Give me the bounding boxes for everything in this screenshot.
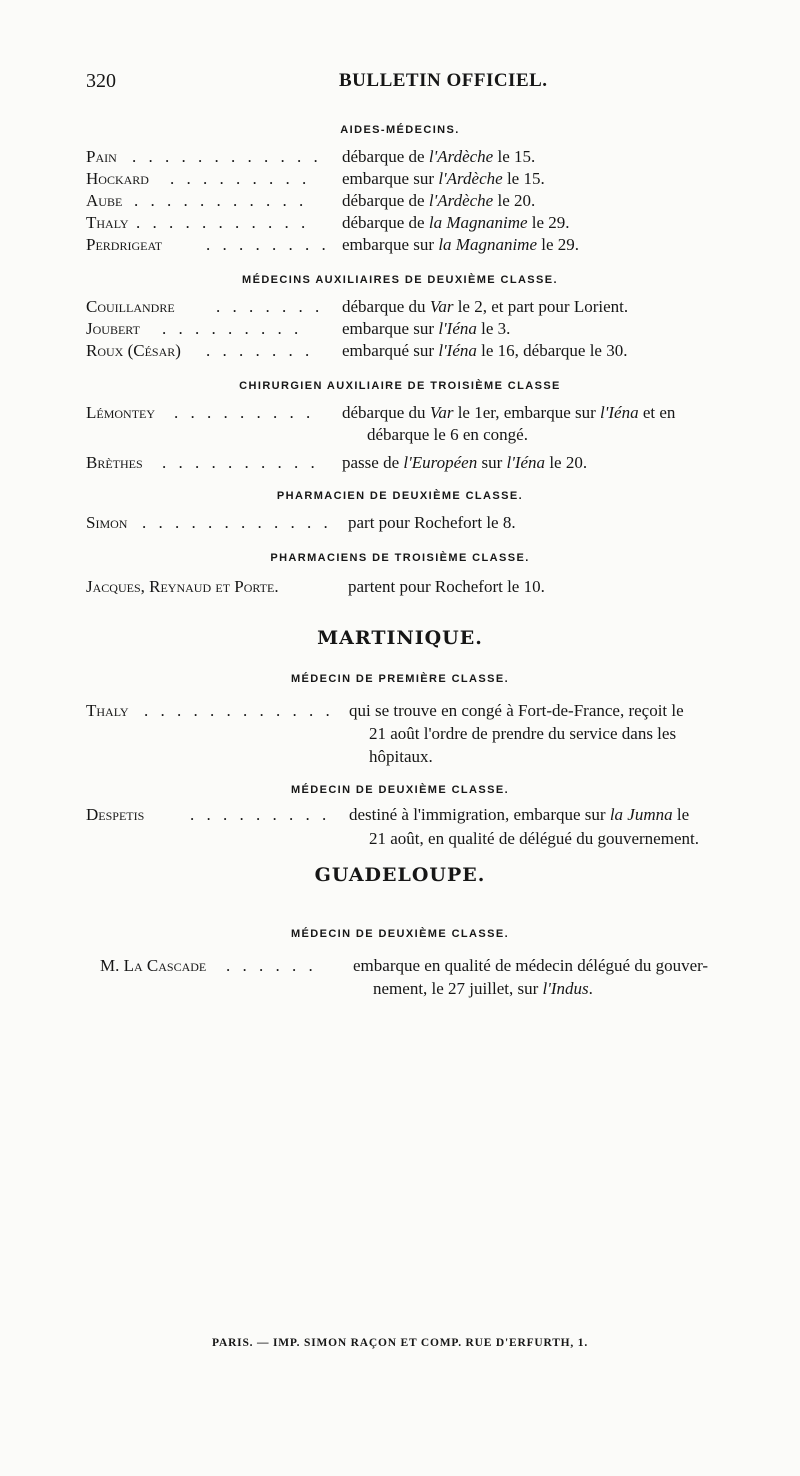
page-header bbox=[86, 70, 726, 100]
leader-dots: . . . . . . bbox=[226, 956, 317, 975]
entry-name: Thaly bbox=[86, 213, 129, 232]
section-medecin-deuxieme-martinique: MÉDECIN DE DEUXIÈME CLASSE. bbox=[290, 784, 510, 796]
entry-name: M. La Cascade bbox=[100, 956, 207, 975]
leader-dots: . . . . . . . bbox=[206, 341, 314, 360]
leader-dots: . . . . . . . . . bbox=[190, 805, 331, 824]
leader-dots: . . . . . . . . . . . bbox=[134, 191, 308, 210]
entry-text: part pour Rochefort le 8. bbox=[348, 513, 516, 532]
entry-name: Roux (César) bbox=[86, 341, 181, 360]
entry-text: partent pour Rochefort le 10. bbox=[348, 577, 545, 596]
leader-dots: . . . . . . . . . . . . bbox=[132, 147, 322, 166]
entry-name: Thaly bbox=[86, 701, 129, 720]
section-medecin-premiere: MÉDECIN DE PREMIÈRE CLASSE. bbox=[290, 673, 510, 685]
section-pharmacien-2: PHARMACIEN DE DEUXIÈME CLASSE. bbox=[276, 490, 524, 502]
entry-text: débarque du Var le 2, et part pour Lorient. bbox=[342, 297, 629, 316]
entry-text: débarque de l'Ardèche le 20. bbox=[342, 191, 536, 210]
entry-text-continued: débarque le 6 en congé. bbox=[367, 425, 528, 444]
section-medecins-auxiliaires: MÉDECINS AUXILIAIRES DE DEUXIÈME CLASSE. bbox=[242, 274, 558, 286]
entry-name: Couillandre bbox=[86, 297, 175, 316]
entry-name: Aube bbox=[86, 191, 123, 210]
leader-dots: . . . . . . . . . . . . bbox=[144, 701, 334, 720]
entry-text: débarque de la Magnanime le 29. bbox=[342, 213, 570, 232]
entry-text: embarque sur l'Iéna le 3. bbox=[342, 319, 511, 338]
heading-martinique: MARTINIQUE. bbox=[317, 627, 483, 649]
section-chirurgien-auxiliaire: CHIRURGIEN AUXILIAIRE DE TROISIÈME CLASSE bbox=[239, 380, 561, 392]
entry-text: débarque de l'Ardèche le 15. bbox=[342, 147, 536, 166]
leader-dots: . . . . . . . . . bbox=[174, 403, 315, 422]
entry-name: Perdrigeat bbox=[86, 235, 163, 254]
entry-text: débarque du Var le 1er, embarque sur l'Iéna et en bbox=[342, 403, 676, 422]
running-title: BULLETIN OFFICIEL. bbox=[339, 70, 548, 91]
heading-guadeloupe: GUADELOUPE. bbox=[314, 864, 486, 886]
entry-name: Simon bbox=[86, 513, 128, 532]
section-aides-medecins: AIDES-MÉDECINS. bbox=[340, 124, 460, 136]
entry-text: embarque en qualité de médecin délégué du gouver- bbox=[353, 956, 709, 975]
printer-imprint: PARIS. — IMP. SIMON RAÇON ET COMP. RUE D'ERFURTH, 1. bbox=[212, 1337, 588, 1349]
entry-text: embarque sur la Magnanime le 29. bbox=[342, 235, 580, 254]
section-medecin-deuxieme-guadeloupe: MÉDECIN DE DEUXIÈME CLASSE. bbox=[290, 928, 510, 940]
entry-name: Brèthes bbox=[86, 453, 143, 472]
entry-text-continued: 21 août, en qualité de délégué du gouvernement. bbox=[369, 829, 699, 848]
entry-name: Lémontey bbox=[86, 403, 156, 422]
entry-name: Joubert bbox=[86, 319, 140, 338]
leader-dots: . . . . . . . . . . . bbox=[136, 213, 310, 232]
leader-dots: . . . . . . . bbox=[216, 297, 324, 316]
entry-name: Despetis bbox=[86, 805, 145, 824]
leader-dots: . . . . . . . . . . bbox=[162, 453, 319, 472]
page-number: 320 bbox=[86, 70, 116, 92]
entry-text: embarque sur l'Ardèche le 15. bbox=[342, 169, 545, 188]
leader-dots: . . . . . . . . bbox=[206, 235, 330, 254]
section-pharmaciens-3: PHARMACIENS DE TROISIÈME CLASSE. bbox=[270, 552, 530, 564]
entry-text: embarqué sur l'Iéna le 16, débarque le 30. bbox=[342, 341, 628, 360]
entry-text-continued: nement, le 27 juillet, sur l'Indus. bbox=[373, 979, 593, 998]
leader-dots: . . . . . . . . . bbox=[170, 169, 311, 188]
entry-name: Jacques, Reynaud et Porte. bbox=[86, 577, 279, 596]
entry-text-continued: 21 août l'ordre de prendre du service dans les bbox=[369, 724, 677, 743]
entry-name: Hockard bbox=[86, 169, 149, 188]
entry-text: qui se trouve en congé à Fort-de-France, reçoit le bbox=[349, 701, 684, 720]
leader-dots: . . . . . . . . . . . . bbox=[142, 513, 332, 532]
leader-dots: . . . . . . . . . bbox=[162, 319, 303, 338]
entry-text-continued: hôpitaux. bbox=[369, 747, 433, 766]
entry-text: destiné à l'immigration, embarque sur la Jumna le bbox=[349, 805, 690, 824]
entry-name: Pain bbox=[86, 147, 117, 166]
entry-text: passe de l'Européen sur l'Iéna le 20. bbox=[342, 453, 588, 472]
